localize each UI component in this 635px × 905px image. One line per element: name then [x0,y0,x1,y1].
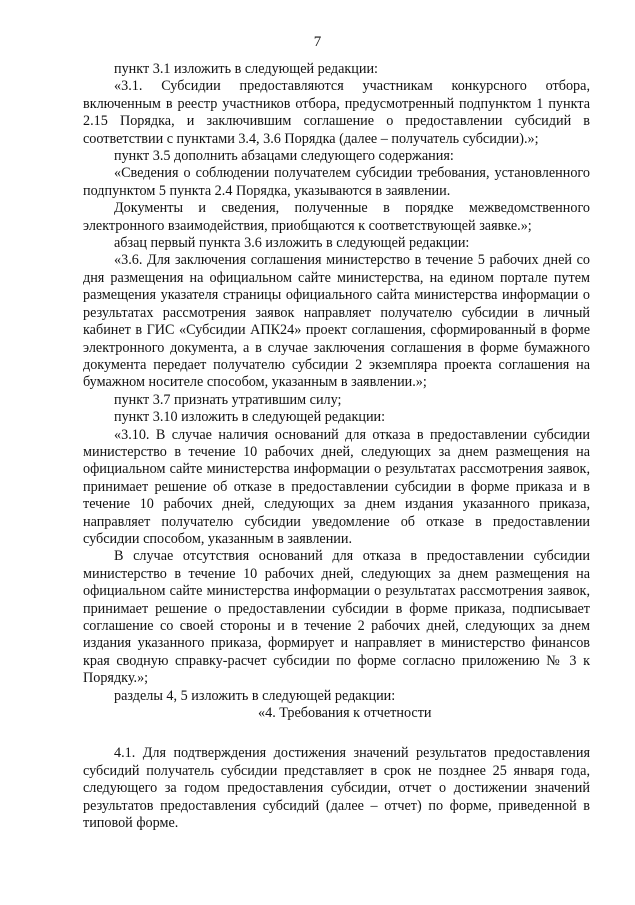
paragraph-3: пункт 3.5 дополнить абзацами следующего содержания: [114,148,454,165]
paragraph-6: абзац первый пункта 3.6 изложить в следующей редакции: [114,235,470,252]
paragraph-8: пункт 3.7 признать утратившим силу; [114,391,342,408]
paragraph-5: Документы и сведения, полученные в порядке межведомственного электронного взаимодействия, приобщаются к соответствующей заявке.»; [83,200,590,234]
paragraph-1: пункт 3.1 изложить в следующей редакции: [114,61,378,77]
paragraph-11: В случае отсутствия оснований для отказа в предоставлении субсидии министерство в течение 10 рабочих дней, следующих за днем размещения на официальном сайте министерства информации о результатах рассмотрения заявок, принимает решение о предоставлении субсидии в форме приказа, подписывает соглашение со своей стороны и в течение 2 рабочих дней, следующих за днем издания указанного приказа, формирует и направляет в министерство финансов края сводную справку-расчет субсидии по форме согласно приложению № 3 к Порядку.»; [83,548,590,687]
paragraph-12: разделы 4, 5 изложить в следующей редакции: [114,687,396,704]
page-number: 7 [313,34,322,50]
paragraph-9: пункт 3.10 изложить в следующей редакции: [114,409,386,426]
paragraph-2: «3.1. Субсидии предоставляются участникам конкурсного отбора, включенным в реестр участников отбора, предусмотренный подпунктом 1 пункта 2.15 Порядка, и заключившим соглашение о предоставлении субсидий в соответствии с пунктами 3.4, 3.6 Порядка (далее – получатель субсидии).»; [83,78,590,147]
paragraph-4: «Сведения о соблюдении получателем субсидии требования, установленного подпунктом 5 пункта 2.4 Порядка, указываются в заявлении. [83,165,590,199]
paragraph-7: «3.6. Для заключения соглашения министерство в течение 5 рабочих дней со дня размещения на официальном сайте министерства, на едином портале путем размещения указателя страницы официального сайта министерства информации о результатах рассмотрения заявок направляет получателю субсидии в личный кабинет в ГИС «Субсидии АПК24» проект соглашения, сформированный в форме электронного документа, а в случае заключения соглашения в форме бумажного документа передает получателю субсидии 2 экземпляра проекта соглашения на бумажном носителе способом, указанным в заявлении.»; [83,252,590,391]
section-heading: «4. Требования к отчетности [258,705,432,722]
document-body [83,61,590,832]
spacer [83,722,590,745]
paragraph-10: «3.10. В случае наличия оснований для отказа в предоставлении субсидии министерство в течение 10 рабочих дней, следующих за днем размещения на официальном сайте министерства информации о результатах рассмотрения заявок, принимает решение об отказе в предоставлении субсидии в форме приказа и в течение 10 рабочих дней, следующих за днем издания указанного приказа, направляет получателю субсидии уведомление об отказе в предоставлении субсидии способом, указанным в заявлении. [83,426,590,547]
final-paragraph: 4.1. Для подтверждения достижения значений результатов предоставления субсидий получатель субсидии представляет в срок не позднее 25 января года, следующего за годом предоставления субсидии, отчет о достижении значений результатов предоставления субсидий (далее – отчет) по форме, приведенной в типовой форме. [83,745,590,832]
